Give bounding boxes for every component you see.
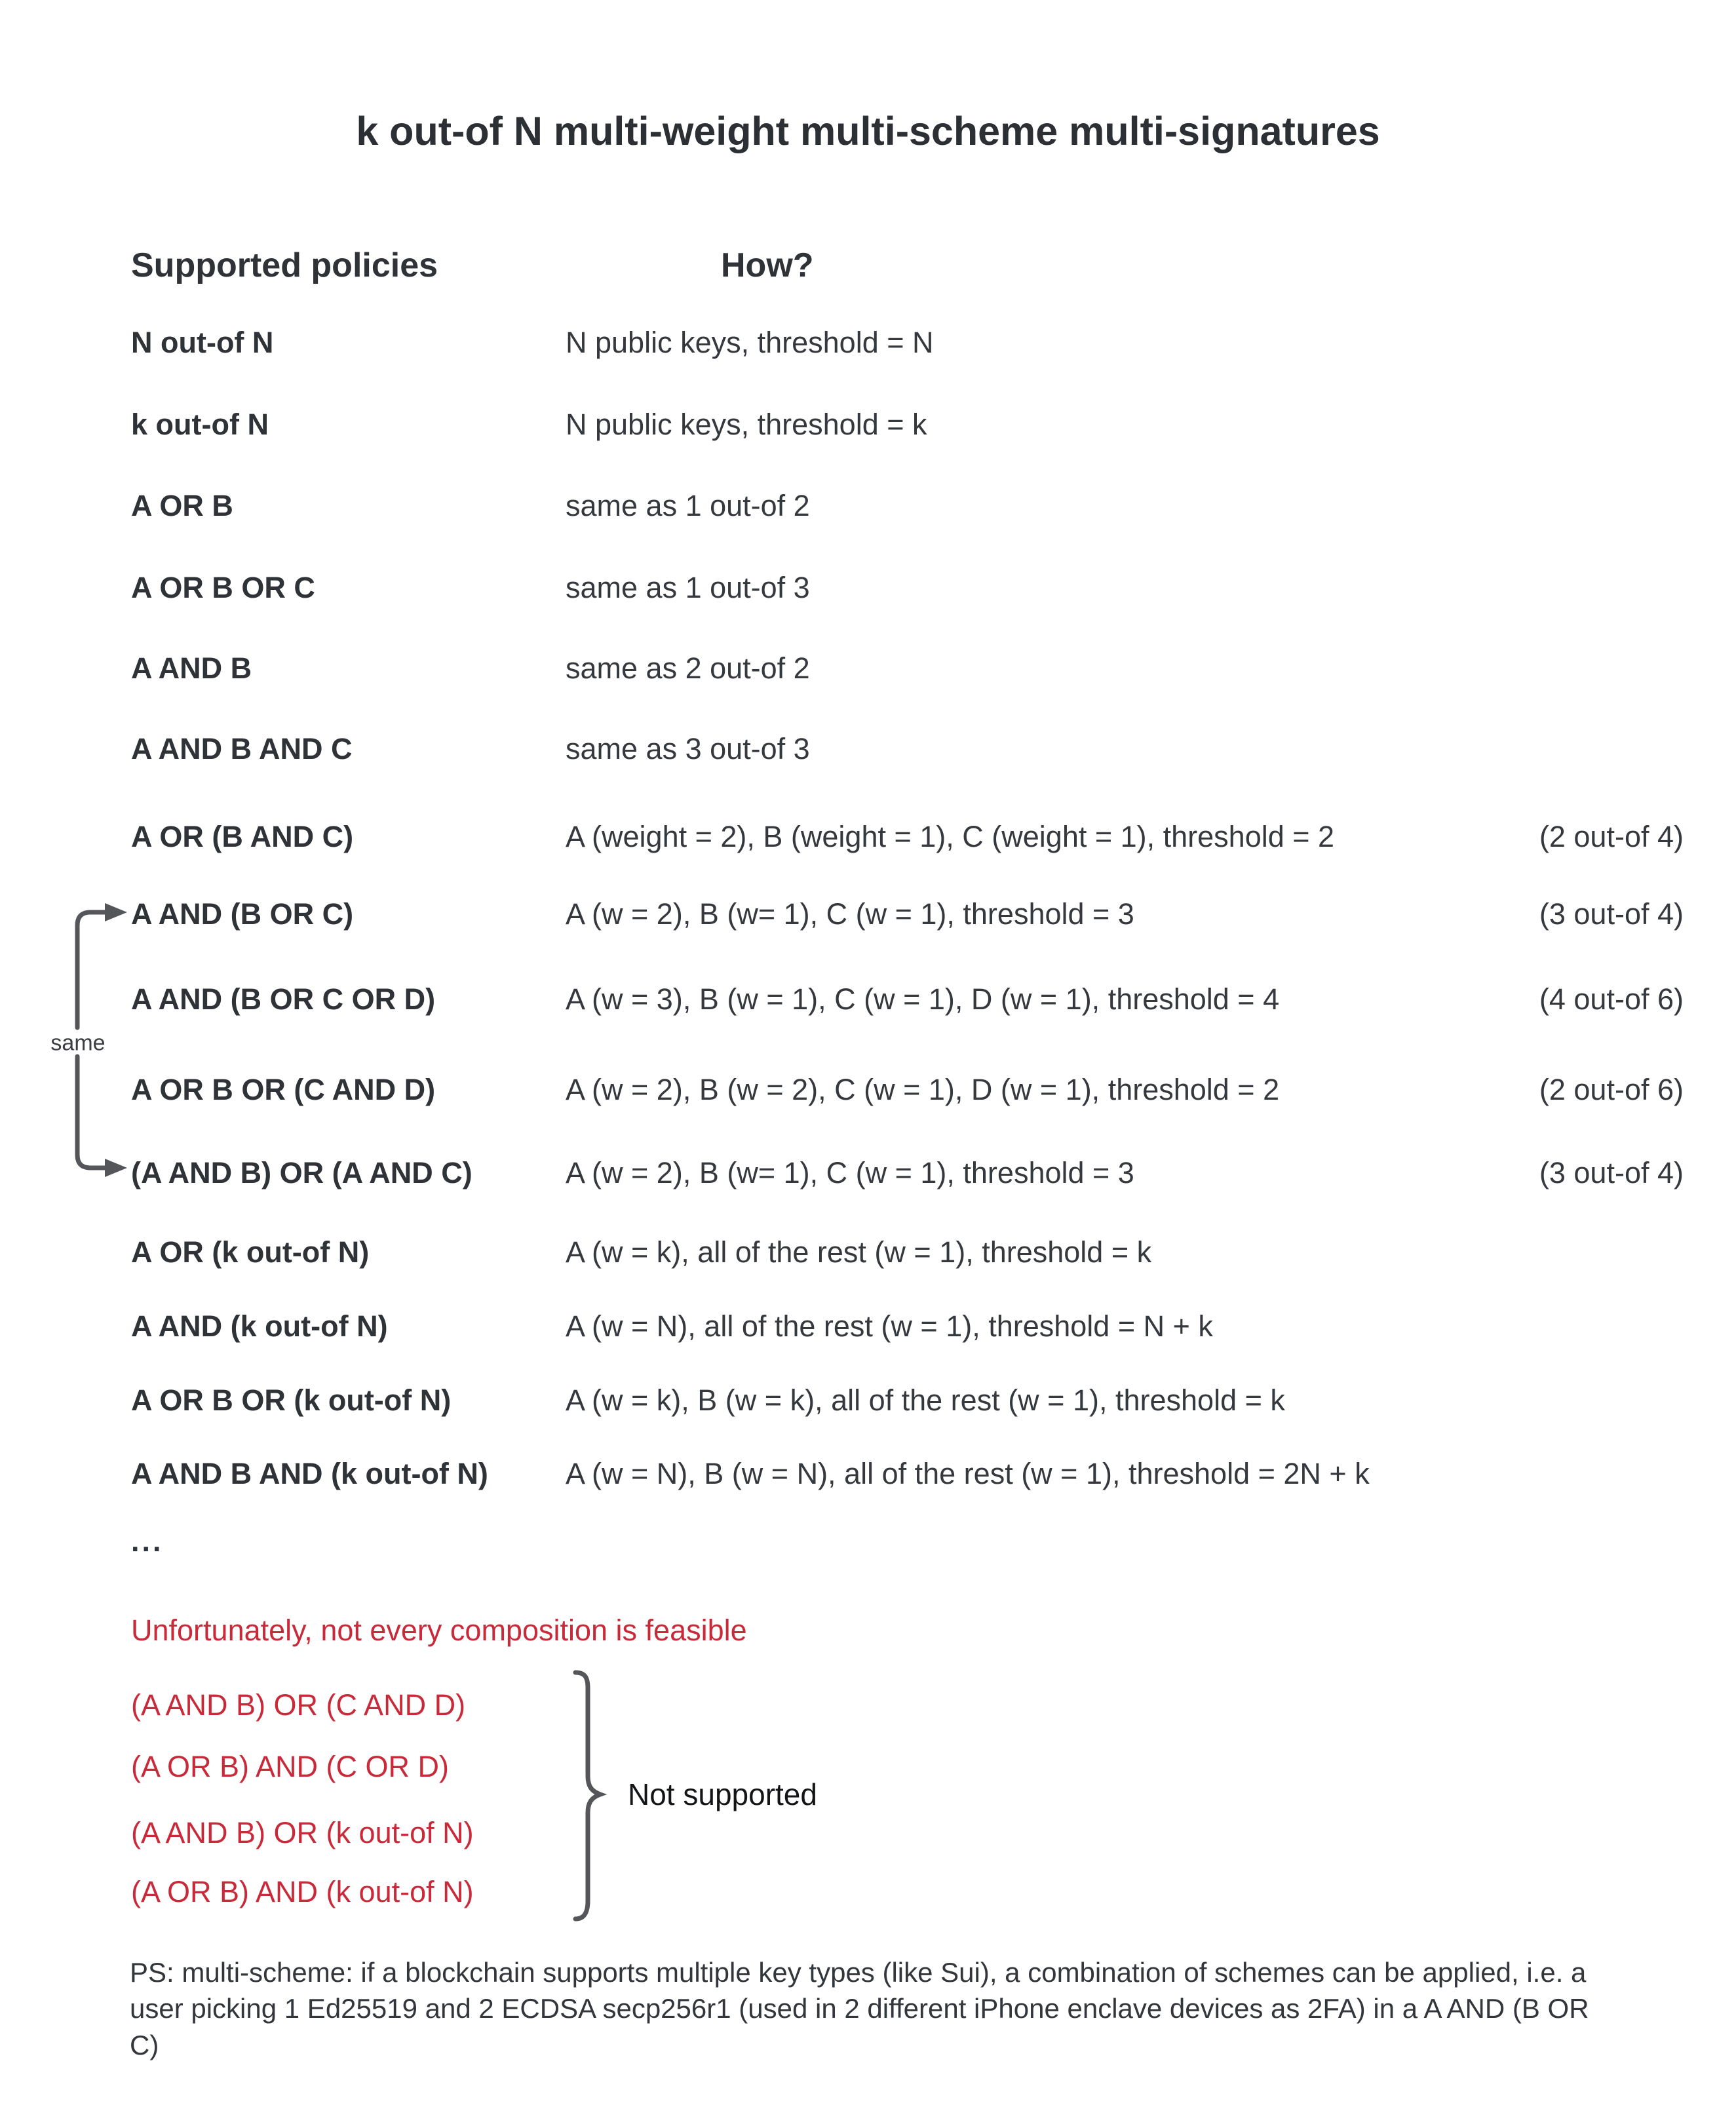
policy-cell: k out-of N xyxy=(131,408,269,441)
how-cell: A (w = k), B (w = k), all of the rest (w = 1), threshold = k xyxy=(566,1383,1285,1417)
how-cell: A (weight = 2), B (weight = 1), C (weight = 1), threshold = 2 xyxy=(566,820,1335,853)
policy-cell: A OR B OR C xyxy=(131,571,315,604)
policy-cell: N out-of N xyxy=(131,326,274,359)
policy-cell: A AND (k out-of N) xyxy=(131,1309,388,1343)
equivalence-note: (2 out-of 4) xyxy=(1539,820,1684,853)
policy-cell: A OR (B AND C) xyxy=(131,820,354,853)
policy-cell: A AND (B OR C) xyxy=(131,897,354,931)
infeasible-item: (A OR B) AND (C OR D) xyxy=(131,1750,450,1783)
equivalence-note: (3 out-of 4) xyxy=(1539,897,1684,931)
arrow-right-icon xyxy=(105,1159,127,1177)
how-cell: A (w = 2), B (w = 2), C (w = 1), D (w = 1), threshold = 2 xyxy=(566,1073,1280,1106)
policy-cell: A AND B AND C xyxy=(131,732,353,765)
ellipsis: ... xyxy=(131,1524,164,1558)
how-cell: same as 3 out-of 3 xyxy=(566,732,810,765)
same-label: same xyxy=(50,1030,106,1056)
infeasible-heading: Unfortunately, not every composition is feasible xyxy=(131,1614,747,1647)
policy-cell: A AND (B OR C OR D) xyxy=(131,982,436,1016)
policy-cell: A AND B xyxy=(131,651,252,685)
column-header-how: How? xyxy=(721,246,814,284)
policy-cell: (A AND B) OR (A AND C) xyxy=(131,1156,473,1189)
how-cell: same as 1 out-of 2 xyxy=(566,489,810,522)
how-cell: N public keys, threshold = k xyxy=(566,408,927,441)
policy-cell: A OR B OR (C AND D) xyxy=(131,1073,436,1106)
policy-cell: A OR B xyxy=(131,489,233,522)
infeasible-item: (A OR B) AND (k out-of N) xyxy=(131,1875,474,1908)
arrow-right-icon xyxy=(105,903,127,921)
policy-cell: A OR B OR (k out-of N) xyxy=(131,1383,452,1417)
ps-note: PS: multi-scheme: if a blockchain supports multiple key types (like Sui), a combination of schemes can be applied, i.e. a user picking 1 Ed25519 and 2 ECDSA secp256r1 (used in 2 different iPhone enclave devices as 2FA) in a A AND (B OR C) xyxy=(130,1957,1589,2060)
equivalence-note: (2 out-of 6) xyxy=(1539,1073,1684,1106)
not-supported-brace-icon xyxy=(570,1665,623,1927)
how-cell: A (w = k), all of the rest (w = 1), threshold = k xyxy=(566,1235,1152,1269)
how-cell: A (w = N), B (w = N), all of the rest (w = 1), threshold = 2N + k xyxy=(566,1457,1370,1490)
equivalence-note: (3 out-of 4) xyxy=(1539,1156,1684,1189)
not-supported-label: Not supported xyxy=(628,1777,817,1811)
infeasible-item: (A AND B) OR (k out-of N) xyxy=(131,1816,474,1849)
how-cell: A (w = N), all of the rest (w = 1), threshold = N + k xyxy=(566,1309,1213,1343)
infeasible-item: (A AND B) OR (C AND D) xyxy=(131,1688,466,1722)
how-cell: A (w = 2), B (w= 1), C (w = 1), threshold = 3 xyxy=(566,897,1134,931)
page-title: k out-of N multi-weight multi-scheme multi-signatures xyxy=(356,109,1380,153)
how-cell: A (w = 3), B (w = 1), C (w = 1), D (w = 1), threshold = 4 xyxy=(566,982,1280,1016)
policy-cell: A OR (k out-of N) xyxy=(131,1235,370,1269)
how-cell: same as 2 out-of 2 xyxy=(566,651,810,685)
how-cell: same as 1 out-of 3 xyxy=(566,571,810,604)
column-header-policies: Supported policies xyxy=(131,246,438,284)
how-cell: A (w = 2), B (w= 1), C (w = 1), threshold = 3 xyxy=(566,1156,1134,1189)
policy-cell: A AND B AND (k out-of N) xyxy=(131,1457,488,1490)
how-cell: N public keys, threshold = N xyxy=(566,326,934,359)
equivalence-note: (4 out-of 6) xyxy=(1539,982,1684,1016)
